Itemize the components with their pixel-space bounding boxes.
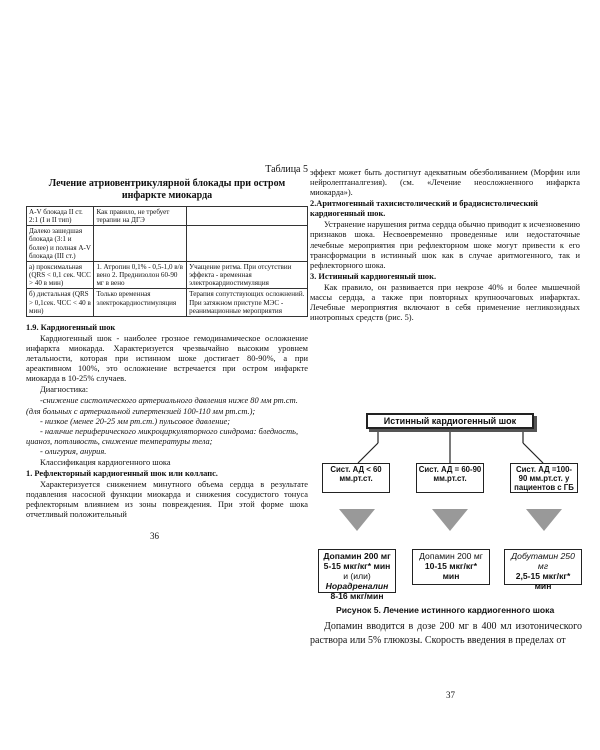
paragraph: Кардиогенный шок - наиболее грозное гемодинамическое осложнение инфаркта миокарда. Характеризуется чрезвычайно высоким уровнем летальности, которая при истинном шоке достигает 80-90%, а при ареактивном 100%, это осложнение встречается при остром инфаркте миокарда в 10-25% случаев. bbox=[26, 333, 308, 384]
table-cell bbox=[187, 226, 308, 262]
drug-line: и (или) bbox=[343, 570, 371, 581]
page-number: 37 bbox=[446, 690, 455, 700]
diagnostic-criterion: - низкое (менее 20-25 мм рт.ст.) пульсовое давление; bbox=[40, 416, 231, 426]
table-title: Лечение атриовентрикулярной блокады при остром инфаркте миокарда bbox=[48, 178, 286, 201]
true-shock-box: Истинный кардиогенный шок bbox=[366, 413, 534, 429]
treatment-table bbox=[26, 206, 308, 317]
table-row bbox=[27, 226, 308, 262]
drug-line: Норадреналин bbox=[325, 580, 389, 591]
drug-line: 5-15 мкг/кг* мин bbox=[323, 560, 391, 571]
drug-line: Допамин 200 мг bbox=[323, 551, 391, 561]
section-heading: 1. Рефлекторный кардиогенный шок или коллапс. bbox=[26, 468, 218, 478]
table-caption: Таблица 5 bbox=[265, 164, 308, 175]
right-page bbox=[310, 167, 580, 324]
down-arrow-icon bbox=[339, 509, 375, 531]
table-cell: 1. Атропин 0,1% - 0,5-1,0 в/в вено 2. Преднизолон 60-90 мг в вено bbox=[94, 261, 187, 288]
table-cell: Далеко зашедшая блокада (3:1 и более) и полная A-V блокада (III ст.) bbox=[27, 226, 94, 262]
drug-line: мин bbox=[442, 570, 460, 581]
table-cell: Только временная электрокардиостимуляция bbox=[94, 289, 187, 316]
classification-title: Классификация кардиогенного шока bbox=[40, 457, 171, 467]
table-cell: Учащение ритма. При отсутствии эффекта - временная электрокардиостимуляция bbox=[187, 261, 308, 288]
section-heading: 3. Истинный кардиогенный шок. bbox=[310, 271, 437, 281]
drug-line: 10-15 мкг/кг* bbox=[424, 560, 478, 571]
condition-box: Сист. АД < 60 мм.рт.ст. bbox=[322, 463, 390, 493]
condition-box: Сист. АД =100- 90 мм.рт.ст. у пациентов с ГБ bbox=[510, 463, 578, 493]
down-arrow-icon bbox=[432, 509, 468, 531]
diagnostic-criterion: - олигурия, анурия. bbox=[40, 446, 107, 456]
diagnostic-criterion: - наличие периферического микроциркуляторного синдрома: бледность, цианоз, потливость, снижение температуры тела; bbox=[26, 426, 299, 446]
drug-line: 8-16 мкг/мин bbox=[330, 590, 384, 601]
section-heading: 2.Аритмогенный тахисистолический и брадисистолический кардиогенный шок. bbox=[310, 199, 538, 219]
drug-box bbox=[412, 549, 490, 585]
paragraph: эффект может быть достигнут адекватным обезболиванием (Морфин или нейролептаналгезия). (см. «Лечение неосложненного инфаркта миокарда»). bbox=[310, 168, 580, 198]
paragraph: Как правило, он развивается при некрозе 40% и более мышечной массы сердца, а также при повторных крупноочаговых инфарктах. Лечебные мероприятия включают в себя применение негликозидных инотропных средств (рис. 5). bbox=[310, 282, 580, 323]
table-row bbox=[27, 207, 308, 226]
table-cell: Терапия сопутствующих осложнений. При затяжном приступе МЭС - реанимационные мероприятия bbox=[187, 289, 308, 316]
table-cell: Как правило, не требует терапии на ДГЭ bbox=[94, 207, 187, 226]
diagnostics-title: Диагностика: bbox=[40, 385, 89, 395]
table-row bbox=[27, 261, 308, 288]
diagnostic-criterion: -снижение систолического артериального давления ниже 80 мм рт.ст. (для больных с артериальной гипертензией 100-110 мм рт.ст.); bbox=[26, 396, 298, 416]
left-page bbox=[26, 150, 308, 521]
table-cell: A-V блокада II ст. 2:1 (I и II тип) bbox=[27, 207, 94, 226]
condition-box: Сист. АД = 60-90 мм.рт.ст. bbox=[416, 463, 484, 493]
shock-treatment-flowchart bbox=[318, 413, 582, 605]
drug-line: мин bbox=[534, 580, 552, 591]
down-arrow-icon bbox=[526, 509, 562, 531]
table-cell: а) проксимальная (QRS < 0,1 сек. ЧСС > 40 в мин) bbox=[27, 261, 94, 288]
drug-line: Добутамин 250 мг bbox=[511, 551, 575, 571]
paragraph: Устранение нарушения ритма сердца обычно приводит к исчезновению признаков шока. Несвоевременно проведенные или недостаточные лечебные мероприятия при рефлекторном шоке могут привести к его трансформации в истинный шок как в случае аритмогенного, так и рефлекторного шока. bbox=[310, 220, 580, 270]
drug-box bbox=[318, 549, 396, 601]
paragraph: Характеризуется снижением минутного объема сердца в результате подавления насосной функции миокарда и снижения сосудистого тонуса рефлекторным влиянием из зоны повреждения. При этой форме шока отчетливый положительный bbox=[26, 480, 308, 520]
figure-caption: Рисунок 5. Лечение истинного кардиогенного шока bbox=[336, 605, 555, 615]
table-cell: б) дистальная (QRS > 0,1сек. ЧСС < 40 в мин) bbox=[27, 289, 94, 316]
section-heading: 1.9. Кардиогенный шок bbox=[26, 322, 116, 332]
paragraph: Допамин вводится в дозе 200 мг в 400 мл изотонического раствора или 5% глюкозы. Скорость введения в пределах от bbox=[310, 621, 582, 646]
table-cell bbox=[187, 207, 308, 226]
table-row bbox=[27, 289, 308, 316]
page-number: 36 bbox=[150, 531, 159, 541]
drug-box bbox=[504, 549, 582, 591]
table-cell bbox=[94, 226, 187, 262]
drug-line: Допамин 200 мг bbox=[419, 551, 483, 561]
drug-line: 2,5-15 мкг/кг* bbox=[515, 570, 571, 581]
